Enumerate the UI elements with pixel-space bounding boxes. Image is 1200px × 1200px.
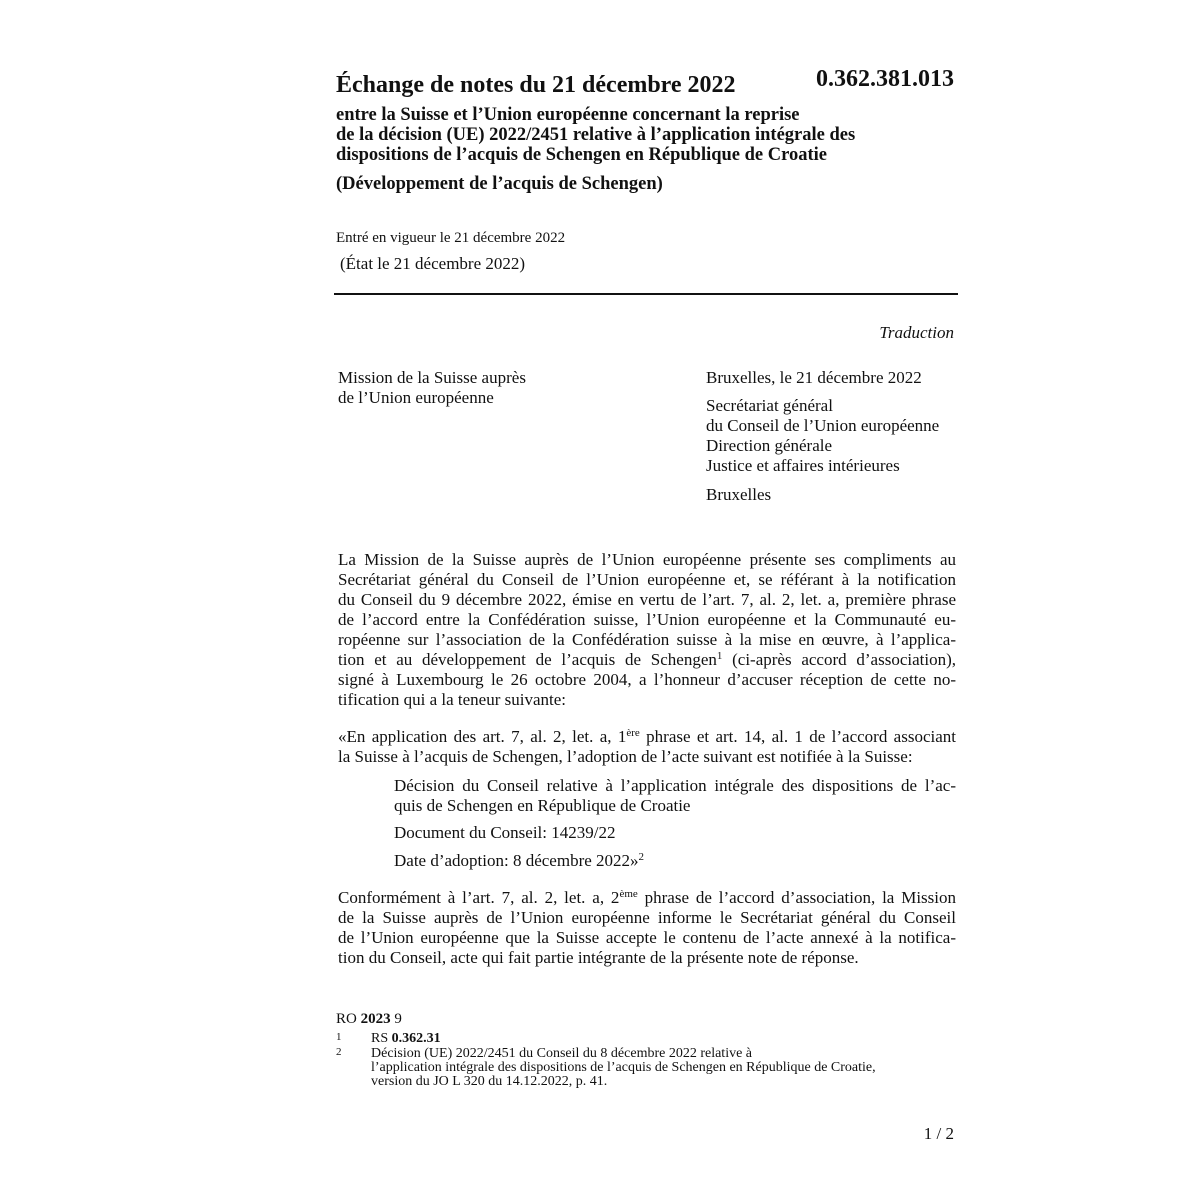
recipient-line: Justice et affaires intérieures: [706, 456, 900, 475]
paragraph-line: du Conseil du 9 décembre 2022, émise en vertu de l’art. 7, al. 2, let. a, première phrase: [338, 590, 956, 609]
footnote-line: Décision (UE) 2022/2451 du Conseil du 8 décembre 2022 relative à: [371, 1046, 753, 1061]
translation-label: Traduction: [879, 323, 954, 342]
paragraph-line: tification qui a la teneur suivante:: [338, 690, 567, 709]
paragraph-text: (ci-après accord d’association),: [722, 650, 956, 669]
paragraph-3: [338, 888, 956, 968]
subtitle-line: entre la Suisse et l’Union européenne concernant la reprise: [336, 105, 800, 125]
paragraph-line: [338, 650, 956, 670]
footnote-text: [371, 1047, 876, 1089]
quote-line: [394, 851, 956, 871]
paragraph-text: Conformément à l’art. 7, al. 2, let. a, 2: [338, 888, 620, 907]
decision-quote: [394, 776, 956, 816]
sender-line: de l’Union européenne: [338, 388, 494, 407]
ro-reference: [336, 1011, 402, 1028]
footnote-line: version du JO L 320 du 14.12.2022, p. 41.: [371, 1074, 608, 1089]
sender-block: [338, 368, 526, 408]
sr-number: 0.362.381.013: [816, 66, 954, 92]
paragraph-text: «En application des art. 7, al. 2, let. a, 1: [338, 727, 627, 746]
ro-page: 9: [390, 1011, 402, 1027]
paragraph-line: [338, 888, 956, 908]
footnote-ref-2[interactable]: 2: [638, 851, 645, 863]
quote-line: Décision du Conseil relative à l’application intégrale des dispositions de l’ac-: [394, 776, 956, 795]
recipient-line: Direction générale: [706, 436, 833, 455]
paragraph-text: tion et au développement de l’acquis de Schengen: [338, 650, 717, 669]
recipient-block: [706, 396, 939, 476]
footnote-number: 2: [336, 1046, 342, 1058]
paragraph-line: Secrétariat général du Conseil de l’Union européenne et, se référant à la notification: [338, 570, 956, 589]
quote-line: quis de Schengen en République de Croatie: [394, 796, 691, 815]
footnote-text: [371, 1032, 441, 1046]
superscript: ème: [619, 888, 638, 900]
ro-year: 2023: [360, 1011, 391, 1027]
ro-prefix: RO: [336, 1011, 361, 1027]
paragraph-line: de la Suisse auprès de l’Union européenne informe le Secrétariat général du Conseil: [338, 908, 956, 927]
place-date: Bruxelles, le 21 décembre 2022: [706, 368, 922, 387]
superscript: ère: [626, 727, 640, 739]
council-document: [394, 823, 956, 843]
paragraph-text: phrase de l’accord d’association, la Mission: [637, 888, 957, 907]
quote-line: Document du Conseil: 14239/22: [394, 823, 616, 842]
paragraph-line: la Suisse à l’acquis de Schengen, l’adoption de l’acte suivant est notifiée à la Suisse:: [338, 747, 913, 766]
recipient-city: Bruxelles: [706, 485, 772, 504]
footnote-number: 1: [336, 1031, 342, 1043]
development-note: (Développement de l’acquis de Schengen): [336, 174, 663, 194]
paragraph-line: ropéenne sur l’association de la Confédération suisse à la mise en œuvre, à l’applica-: [338, 630, 956, 649]
entry-into-force: Entré en vigueur le 21 décembre 2022: [336, 230, 566, 246]
paragraph-line: de l’Union européenne que la Suisse accepte le contenu de l’acte annexé à la notifica-: [338, 928, 956, 947]
subtitle-line: dispositions de l’acquis de Schengen en République de Croatie: [336, 145, 828, 165]
paragraph-text: phrase et art. 14, al. 1 de l’accord associant: [639, 727, 956, 746]
footnote-prefix: RS: [371, 1031, 392, 1046]
paragraph-2: [338, 727, 956, 767]
page-number: 1 / 2: [923, 1124, 954, 1143]
paragraph-1: [338, 550, 956, 710]
paragraph-line: signé à Luxembourg le 26 octobre 2004, a l’honneur d’accuser réception de cette no-: [338, 670, 956, 689]
header-divider: [334, 293, 958, 295]
footnote-ref-1[interactable]: 1: [716, 650, 723, 662]
paragraph-line: de l’accord entre la Confédération suisse, l’Union européenne et la Communauté eu-: [338, 610, 956, 629]
title-row: [336, 66, 958, 106]
paragraph-line: [338, 727, 956, 747]
recipient-line: Secrétariat général: [706, 396, 833, 415]
state-date: (État le 21 décembre 2022): [340, 254, 526, 273]
paragraph-line: La Mission de la Suisse auprès de l’Union européenne présente ses compliments au: [338, 550, 956, 569]
adoption-date: [394, 851, 956, 871]
footnote-line: l’application intégrale des dispositions de l’acquis de Schengen en République de Croatie,: [371, 1060, 876, 1075]
sender-line: Mission de la Suisse auprès: [338, 368, 526, 387]
recipient-line: du Conseil de l’Union européenne: [706, 416, 940, 435]
document-title: Échange de notes du 21 décembre 2022: [336, 72, 736, 98]
paragraph-line: tion du Conseil, acte qui fait partie intégrante de la présente note de réponse.: [338, 948, 859, 967]
subtitle-line: de la décision (UE) 2022/2451 relative à l’application intégrale des: [336, 125, 856, 145]
document-subtitle: [336, 105, 958, 165]
adoption-text: Date d’adoption: 8 décembre 2022»: [394, 851, 639, 870]
footnote-link[interactable]: 0.362.31: [391, 1031, 441, 1046]
